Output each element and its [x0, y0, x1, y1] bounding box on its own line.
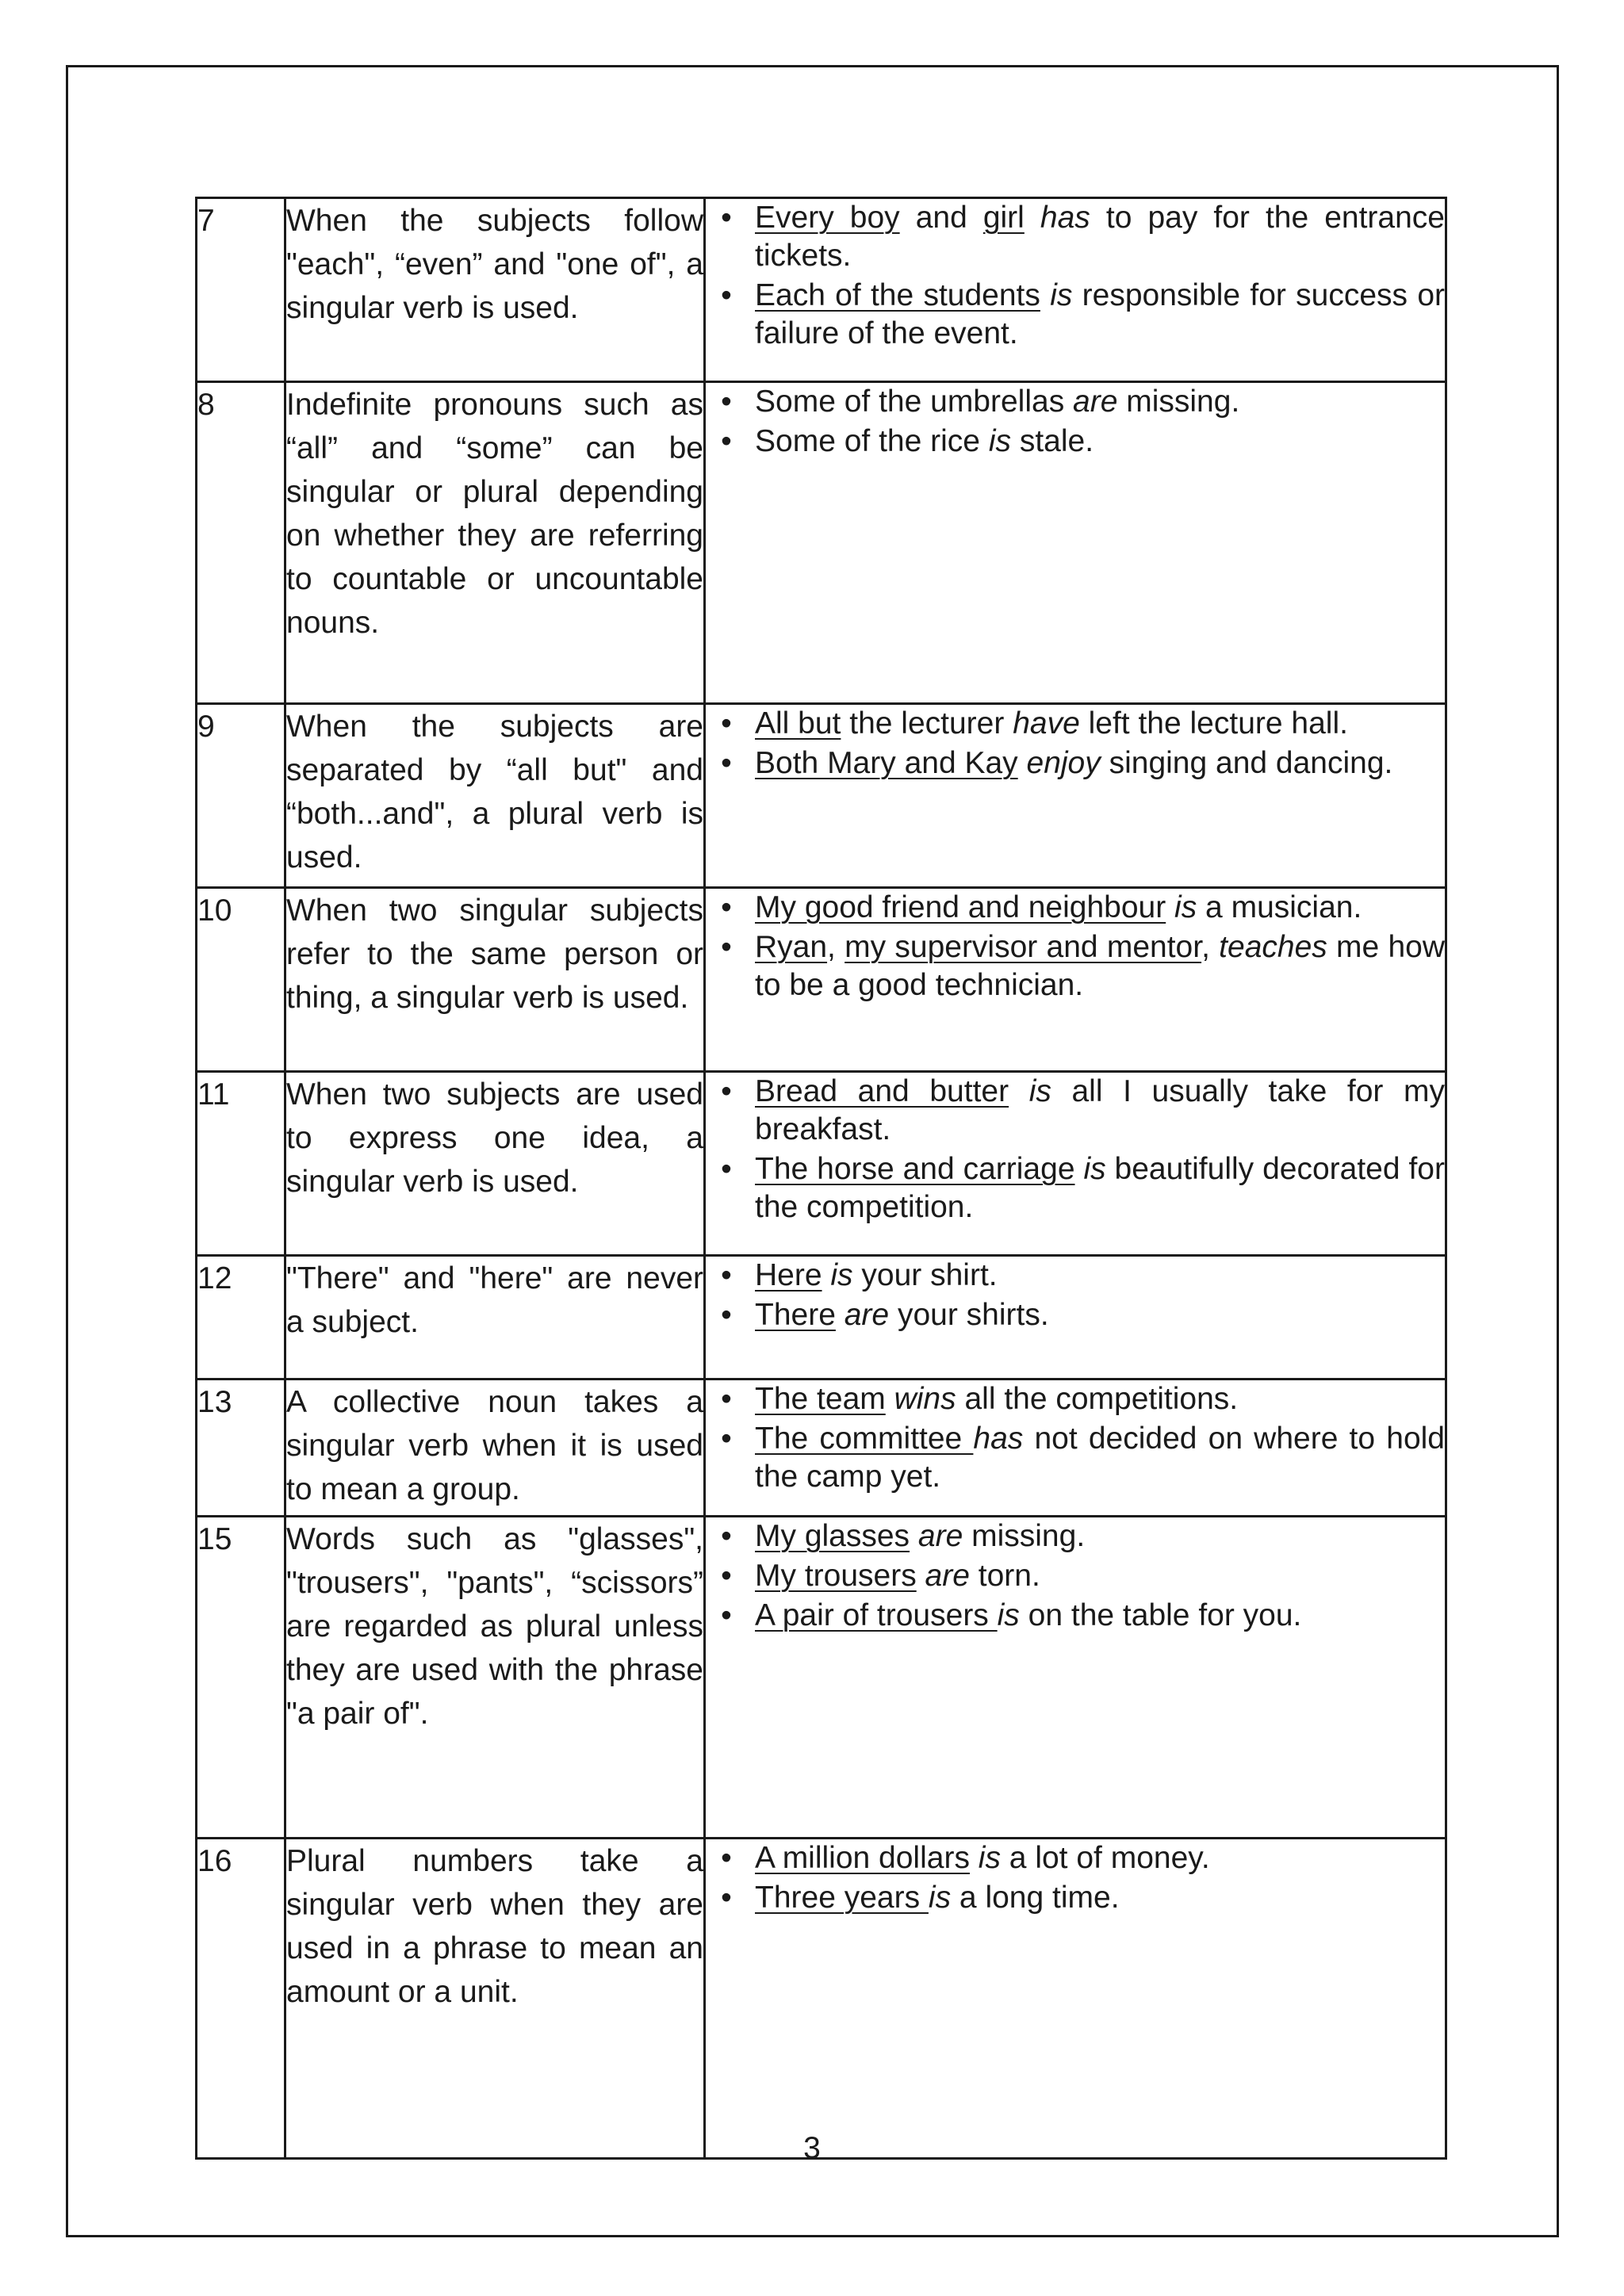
rule-cell: [285, 704, 705, 888]
rule-text: "There" and "here" are never a subject.: [286, 1261, 703, 1339]
example-rest: on the table for you.: [1019, 1598, 1302, 1632]
bullet-icon: •: [721, 1258, 732, 1292]
example-rest: your shirts.: [889, 1298, 1049, 1332]
examples-cell: [705, 704, 1446, 888]
bullet-icon: •: [721, 746, 732, 780]
example-verb: wins: [894, 1382, 956, 1416]
example-rest: missing.: [963, 1519, 1086, 1553]
example-subject: My trousers: [755, 1559, 917, 1593]
examples-cell: [705, 888, 1446, 1072]
examples-list: [706, 889, 1445, 1004]
example-rest: stale.: [1010, 424, 1094, 458]
rule-number: 7: [197, 198, 285, 382]
bullet-icon: •: [721, 1074, 732, 1108]
rule-cell: [285, 888, 705, 1072]
example-item: [706, 1879, 1445, 1917]
example-rest: singing and dancing.: [1100, 746, 1393, 780]
example-rest: a musician.: [1197, 890, 1362, 924]
example-verb: are: [844, 1298, 890, 1332]
example-gap: [822, 1258, 831, 1292]
example-subject: There: [755, 1298, 836, 1332]
examples-list: [706, 1380, 1445, 1496]
table-row: [197, 1517, 1446, 1839]
example-item: [706, 423, 1445, 461]
example-item: [706, 1420, 1445, 1496]
rules-table-body: [197, 198, 1446, 2159]
example-gap: [1009, 1074, 1029, 1108]
example-item: [706, 383, 1445, 421]
example-item: [706, 1380, 1445, 1418]
example-verb: are: [1073, 385, 1118, 419]
bullet-icon: •: [721, 278, 732, 312]
example-subject: My good friend and neighbour: [755, 890, 1166, 924]
example-gap: [917, 1559, 925, 1593]
rule-cell: [285, 1380, 705, 1517]
bullet-icon: •: [721, 1598, 732, 1632]
example-rest: all I usually take for my breakfast.: [755, 1074, 1445, 1146]
example-subject-2: girl: [982, 201, 1025, 235]
example-verb: is: [928, 1881, 952, 1915]
example-rest: all the competitions.: [956, 1382, 1239, 1416]
examples-list: [706, 705, 1445, 783]
rule-number: 16: [197, 1839, 285, 2159]
example-subject: The committee: [755, 1422, 974, 1456]
table-row: [197, 704, 1446, 888]
example-item: [706, 1257, 1445, 1295]
example-gap: [910, 1519, 918, 1553]
examples-list: [706, 1839, 1445, 1917]
example-verb: are: [925, 1559, 970, 1593]
bullet-icon: •: [721, 385, 732, 419]
example-item: [706, 1557, 1445, 1595]
example-subject: Bread and butter: [755, 1074, 1009, 1108]
rule-text: When the subjects follow "each", “even” and "one of", a singular verb is used.: [286, 204, 703, 325]
rule-cell: [285, 1839, 705, 2159]
example-rest: responsible for success or failure of the event.: [755, 278, 1445, 350]
example-item: [706, 928, 1445, 1004]
example-subject: Ryan: [755, 930, 828, 964]
rule-cell: [285, 1256, 705, 1380]
bullet-icon: •: [721, 1152, 732, 1186]
rule-number: 12: [197, 1256, 285, 1380]
examples-cell: [705, 1517, 1446, 1839]
rule-text: A collective noun takes a singular verb when it is used to mean a group.: [286, 1385, 703, 1506]
rule-text: When two subjects are used to express one idea, a singular verb is used.: [286, 1077, 703, 1199]
example-subject: All but: [755, 706, 841, 740]
example-gap: [1166, 890, 1174, 924]
table-row: [197, 888, 1446, 1072]
example-rest: beautifully decorated for the competition.: [755, 1152, 1445, 1224]
example-item: [706, 1517, 1445, 1556]
example-verb: has: [973, 1422, 1024, 1456]
example-gap: [1075, 1152, 1084, 1186]
example-verb: is: [988, 424, 1011, 458]
example-subject: Here: [755, 1258, 822, 1292]
example-item: [706, 1150, 1445, 1226]
example-item: [706, 1597, 1445, 1635]
example-rest: left the lecture hall.: [1079, 706, 1348, 740]
example-connector: ,: [827, 930, 845, 964]
example-gap: [836, 1298, 845, 1332]
rule-number: 10: [197, 888, 285, 1072]
example-item: [706, 1839, 1445, 1877]
example-item: [706, 199, 1445, 275]
bullet-icon: •: [721, 424, 732, 458]
example-subject: The horse and carriage: [755, 1152, 1075, 1186]
bullet-icon: •: [721, 1841, 732, 1875]
example-subject: Each of the students: [755, 278, 1040, 312]
table-row: [197, 1072, 1446, 1256]
example-subject: The team: [755, 1382, 886, 1416]
rule-number: 8: [197, 382, 285, 704]
example-gap: [886, 1382, 894, 1416]
example-rest: to pay for the entrance tickets.: [755, 201, 1445, 273]
example-item: [706, 1296, 1445, 1334]
example-gap: the lecturer: [841, 706, 1013, 740]
rule-cell: [285, 382, 705, 704]
bullet-icon: •: [721, 1881, 732, 1915]
examples-list: [706, 1257, 1445, 1334]
table-row: [197, 1839, 1446, 2159]
examples-list: [706, 1073, 1445, 1226]
example-subject: My glasses: [755, 1519, 910, 1553]
examples-cell: [705, 1380, 1446, 1517]
example-verb: is: [1174, 890, 1197, 924]
example-rest: a long time.: [951, 1881, 1120, 1915]
examples-list: [706, 199, 1445, 353]
bullet-icon: •: [721, 1422, 732, 1456]
bullet-icon: •: [721, 1298, 732, 1332]
rule-cell: [285, 1072, 705, 1256]
example-item: [706, 705, 1445, 743]
table-row: [197, 1256, 1446, 1380]
example-subject-2: my supervisor and mentor: [845, 930, 1202, 964]
table-row: [197, 1380, 1446, 1517]
examples-cell: [705, 382, 1446, 704]
rule-text: When two singular subjects refer to the same person or thing, a singular verb is used.: [286, 894, 703, 1015]
example-rest: your shirt.: [852, 1258, 998, 1292]
example-connector: and: [899, 201, 983, 235]
examples-list: [706, 1517, 1445, 1635]
rule-text: When the subjects are separated by “all but" and “both...and", a plural verb is used.: [286, 710, 703, 874]
example-verb: is: [978, 1841, 1001, 1875]
examples-cell: [705, 1072, 1446, 1256]
example-rest: torn.: [969, 1559, 1040, 1593]
examples-list: [706, 383, 1445, 461]
example-verb: are: [917, 1519, 963, 1553]
example-verb: is: [997, 1598, 1020, 1632]
grammar-rules-table: [195, 197, 1447, 2160]
example-verb: have: [1013, 706, 1080, 740]
example-rest: a lot of money.: [1000, 1841, 1210, 1875]
example-gap: [1018, 746, 1027, 780]
example-item: [706, 277, 1445, 353]
example-verb: is: [1083, 1152, 1106, 1186]
rule-text: Indefinite pronouns such as “all” and “some” can be singular or plural depending on whether they are referring to countable or uncountable nouns.: [286, 388, 703, 640]
example-subject: A pair of trousers: [755, 1598, 998, 1632]
rule-text: Words such as "glasses", "trousers", "pants", “scissors” are regarded as plural unless they are used with the phrase "a pair of".: [286, 1522, 703, 1731]
table-row: [197, 198, 1446, 382]
examples-cell: [705, 1839, 1446, 2159]
bullet-icon: •: [721, 201, 732, 235]
rule-number: 11: [197, 1072, 285, 1256]
bullet-icon: •: [721, 890, 732, 924]
example-subject: Both Mary and Kay: [755, 746, 1018, 780]
bullet-icon: •: [721, 1559, 732, 1593]
example-verb: is: [1050, 278, 1073, 312]
example-item: [706, 1073, 1445, 1149]
table-row: [197, 382, 1446, 704]
examples-cell: [705, 1256, 1446, 1380]
rule-number: 9: [197, 704, 285, 888]
bullet-icon: •: [721, 1382, 732, 1416]
examples-cell: [705, 198, 1446, 382]
example-lead: Some of the rice: [755, 424, 989, 458]
bullet-icon: •: [721, 706, 732, 740]
example-rest: me how to be a good technician.: [755, 930, 1445, 1002]
example-verb: enjoy: [1026, 746, 1101, 780]
example-gap: ,: [1201, 930, 1220, 964]
example-verb: teaches: [1219, 930, 1327, 964]
example-item: [706, 744, 1445, 783]
example-verb: is: [830, 1258, 853, 1292]
rule-cell: [285, 1517, 705, 1839]
example-verb: has: [1040, 201, 1090, 235]
example-verb: is: [1028, 1074, 1051, 1108]
example-gap: [1025, 201, 1040, 235]
bullet-icon: •: [721, 1519, 732, 1553]
example-lead: Some of the umbrellas: [755, 385, 1074, 419]
rule-cell: [285, 198, 705, 382]
example-gap: [1040, 278, 1050, 312]
example-item: [706, 889, 1445, 927]
example-rest: missing.: [1117, 385, 1240, 419]
rule-number: 13: [197, 1380, 285, 1517]
page-number: 3: [803, 2131, 821, 2165]
rule-number: 15: [197, 1517, 285, 1839]
example-subject: Three years: [755, 1881, 929, 1915]
rule-text: Plural numbers take a singular verb when they are used in a phrase to mean an amount or a unit.: [286, 1844, 703, 2009]
example-rest: not decided on where to hold the camp yet.: [755, 1422, 1445, 1494]
bullet-icon: •: [721, 930, 732, 964]
example-subject: A million dollars: [755, 1841, 970, 1875]
example-gap: [970, 1841, 979, 1875]
example-subject: Every boy: [755, 201, 900, 235]
